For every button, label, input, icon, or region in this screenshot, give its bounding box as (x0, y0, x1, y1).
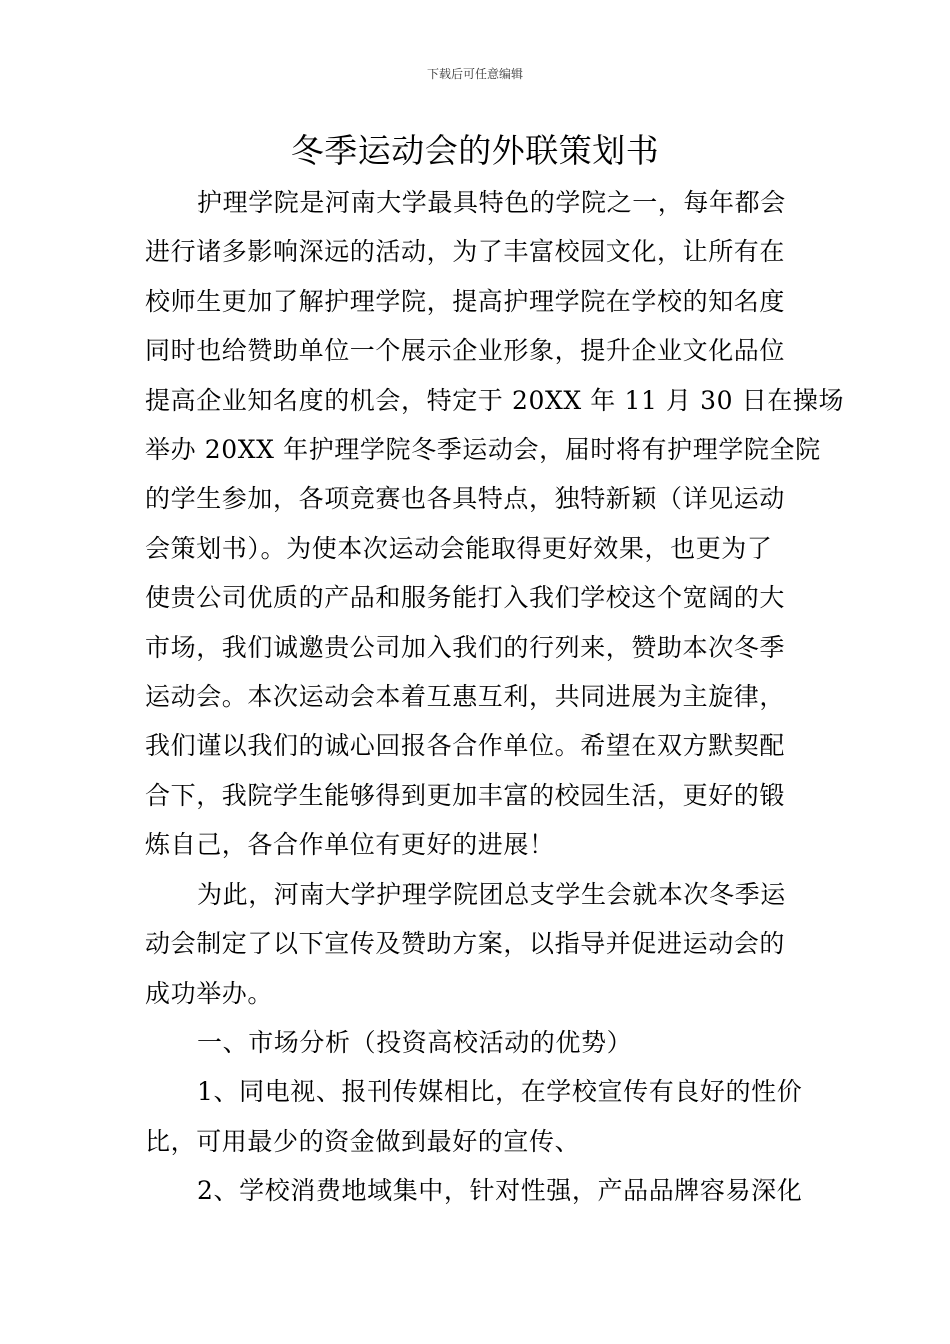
text-line: 炼自己，各合作单位有更好的进展！ (145, 830, 555, 860)
list-item-1 (145, 1067, 811, 1166)
text-line: 校师生更加了解护理学院，提高护理学院在学校的知名度 (145, 286, 786, 316)
purpose-paragraph (145, 870, 811, 1018)
text-line: 比，可用最少的资金做到最好的宣传、 (145, 1126, 581, 1156)
text-line: 同时也给赞助单位一个展示企业形象，提升企业文化品位 (145, 336, 786, 366)
list-item-2 (145, 1166, 811, 1215)
text-line: 进行诸多影响深远的活动，为了丰富校园文化，让所有在 (145, 237, 786, 267)
text-line: 使贵公司优质的产品和服务能打入我们学校这个宽阔的大 (145, 583, 786, 613)
text-line: 护理学院是河南大学最具特色的学院之一，每年都会 (197, 188, 786, 217)
text-line: 我们谨以我们的诚心回报各合作单位。希望在双方默契配 (145, 731, 786, 761)
section-heading-text: 一、市场分析（投资高校活动的优势） (197, 1027, 633, 1057)
text-line: 2、学校消费地域集中，针对性强，产品品牌容易深化 (197, 1176, 803, 1206)
header-note: 下载后可任意编辑 (426, 67, 523, 81)
section-heading (145, 1018, 811, 1067)
document-title: 冬季运动会的外联策划书 (290, 131, 660, 170)
text-line: 1、同电视、报刊传媒相比，在学校宣传有良好的性价 (197, 1077, 803, 1107)
document-body (145, 178, 845, 1216)
text-line: 市场，我们诚邀贵公司加入我们的行列来，赞助本次冬季 (145, 632, 786, 662)
text-line: 举办 20XX 年护理学院冬季运动会，届时将有护理学院全院 (145, 435, 821, 465)
text-line: 为此，河南大学护理学院团总支学生会就本次冬季运 (197, 879, 786, 909)
text-line: 提高企业知名度的机会，特定于 20XX 年 11 月 30 日在操场 (145, 385, 845, 415)
text-line: 的学生参加，各项竞赛也各具特点，独特新颖（详见运动 (145, 484, 786, 514)
text-line: 成功举办。 (145, 978, 274, 1008)
text-line: 运动会。本次运动会本着互惠互利，共同进展为主旋律， (145, 682, 786, 712)
intro-paragraph (145, 178, 845, 870)
text-line: 合下，我院学生能够得到更加丰富的校园生活，更好的锻 (145, 780, 786, 810)
text-line: 会策划书）。为使本次运动会能取得更好效果，也更为了 (145, 533, 773, 563)
text-line: 动会制定了以下宣传及赞助方案，以指导并促进运动会的 (145, 929, 786, 959)
